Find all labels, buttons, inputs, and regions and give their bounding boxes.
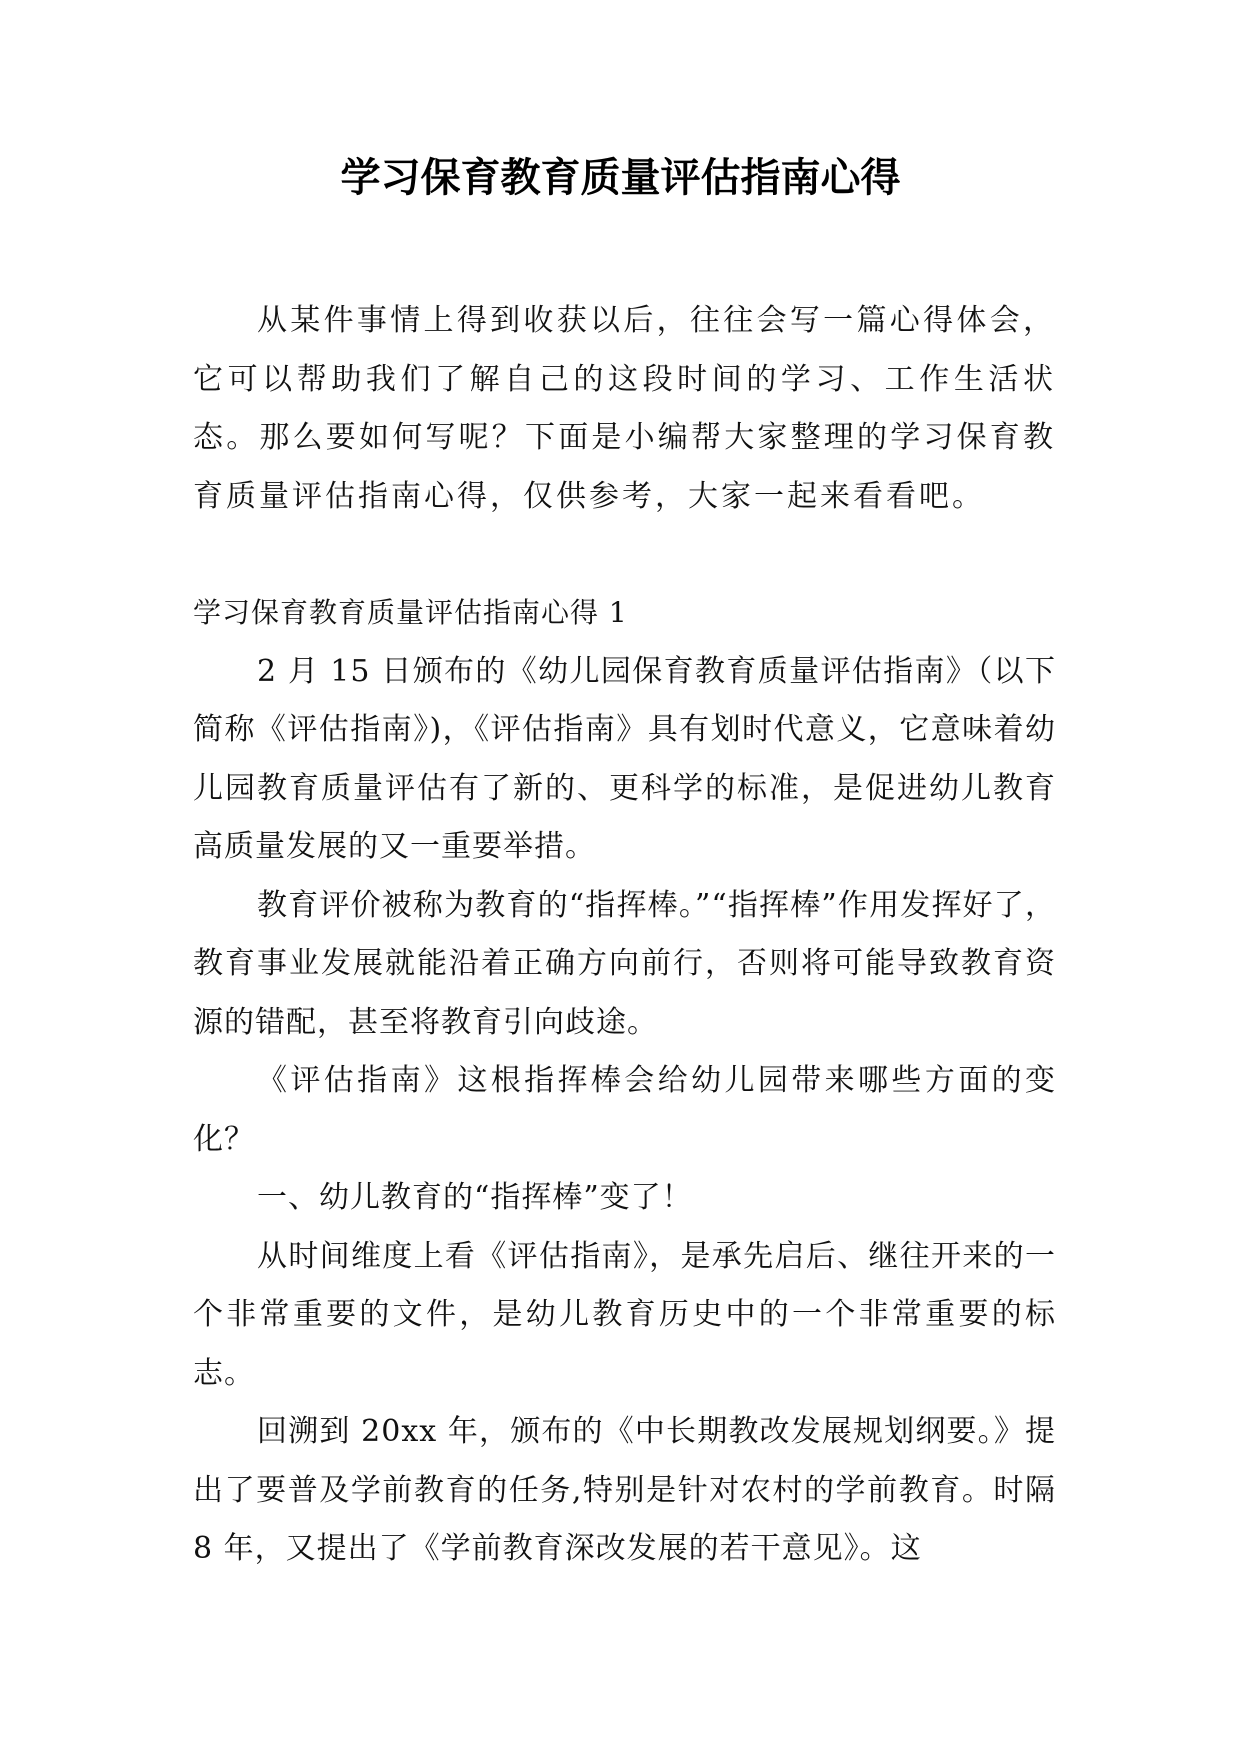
document-body [193, 292, 1056, 1579]
body-paragraph-2: 教育评价被称为教育的“指挥棒。”“指挥棒”作用发挥好了，教育事业发展就能沿着正确方向前行，否则将可能导致教育资源的错配，甚至将教育引向歧途。 [193, 887, 1056, 1040]
body-paragraph-5: 从时间维度上看《评估指南》，是承先启后、继往开来的一个非常重要的文件，是幼儿教育历史中的一个非常重要的标志。 [193, 1238, 1056, 1391]
body-paragraph-1: 2 月 15 日颁布的《幼儿园保育教育质量评估指南》（以下简称《评估指南》)，《评估指南》具有划时代意义，它意味着幼儿园教育质量评估有了新的、更科学的标准，是促进幼儿教育高质量发展的又一重要举措。 [193, 653, 1056, 864]
section-gap [193, 526, 1056, 584]
body-paragraph-6: 回溯到 20xx 年，颁布的《中长期教改发展规划纲要。》提出了要普及学前教育的任务,特别是针对农村的学前教育。时隔 8 年，又提出了《学前教育深改发展的若干意见》。这 [193, 1414, 1056, 1566]
body-paragraph-4: 一、幼儿教育的“指挥棒”变了！ [257, 1180, 693, 1215]
intro-paragraph: 从某件事情上得到收获以后，往往会写一篇心得体会，它可以帮助我们了解自己的这段时间的学习、工作生活状态。那么要如何写呢？下面是小编帮大家整理的学习保育教育质量评估指南心得，仅供参考，大家一起来看看吧。 [193, 303, 1056, 514]
body-paragraph-3: 《评估指南》这根指挥棒会给幼儿园带来哪些方面的变化？ [193, 1063, 1056, 1157]
document-title: 学习保育教育质量评估指南心得 [340, 155, 901, 201]
section-heading: 学习保育教育质量评估指南心得 1 [193, 596, 628, 629]
